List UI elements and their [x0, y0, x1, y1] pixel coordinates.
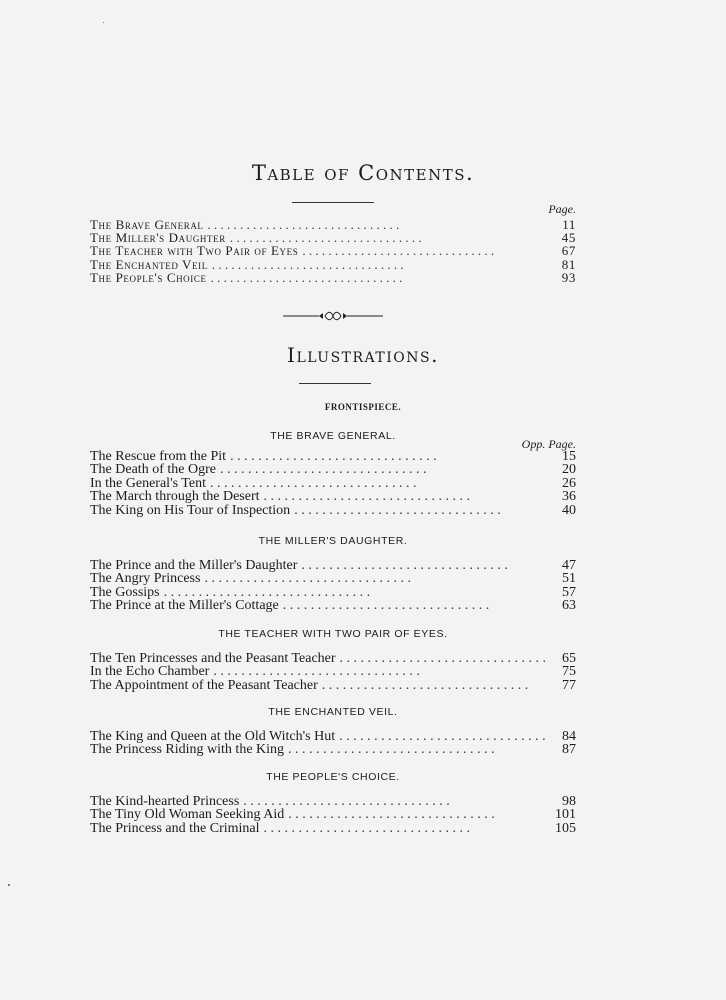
entry-title: The Rescue from the Pit	[90, 449, 227, 464]
illustration-section-heading: THE PEOPLE'S CHOICE.	[266, 771, 400, 783]
illustration-section-heading: THE TEACHER WITH TWO PAIR OF EYES.	[218, 628, 448, 640]
illustrations-title-rule	[299, 383, 371, 384]
toc-title: Table of Contents.	[251, 161, 475, 185]
leader-dots: . . . . . . . . . . . . . . . . . . . . . . . . . . . . . .	[209, 475, 417, 491]
frontispiece-label: FRONTISPIECE.	[324, 402, 402, 412]
illustration-entry	[90, 504, 576, 519]
entry-page-number: 51	[562, 571, 576, 587]
entry-page-number: 36	[562, 489, 576, 505]
entry-title: The Miller's Daughter	[90, 230, 226, 245]
entry-title: The Gossips	[90, 584, 160, 600]
entry-page-number: 15	[562, 449, 576, 464]
entry-title: The Prince and the Miller's Daughter	[90, 558, 298, 573]
entry-page-number: 105	[555, 820, 576, 836]
leader-dots: . . . . . . . . . . . . . . . . . . . . . . . . . . . . . .	[301, 558, 508, 573]
entry-page-number: 57	[562, 584, 576, 600]
toc-entry	[90, 271, 576, 286]
entry-title: The Angry Princess	[90, 571, 201, 587]
entry-page-number: 87	[562, 742, 576, 758]
entry-title: The Ten Princesses and the Peasant Teacher	[90, 651, 336, 666]
ornament-divider-icon	[283, 309, 383, 323]
entry-page-number: 40	[562, 502, 576, 518]
entry-page-number: 93	[561, 270, 576, 285]
entry-title: The Kind-hearted Princess	[90, 794, 240, 809]
entry-page-number: 45	[561, 230, 576, 245]
entry-title: The Tiny Old Woman Seeking Aid	[90, 807, 285, 823]
leader-dots: . . . . . . . . . . . . . . . . . . . . . . . . . . . . . .	[288, 807, 495, 823]
illustration-section-heading: THE ENCHANTED VEIL.	[268, 706, 398, 718]
leader-dots: . . . . . . . . . . . . . . . . . . . . . . . . . . . . . .	[213, 664, 420, 680]
page-speck	[103, 22, 104, 23]
leader-dots: . . . . . . . . . . . . . . . . . . . . . . . . . . . . . .	[229, 230, 422, 245]
toc-title-rule	[292, 202, 374, 203]
entry-page-number: 65	[562, 651, 576, 666]
illustration-entry	[90, 743, 576, 758]
leader-dots: . . . . . . . . . . . . . . . . . . . . . . . . . . . . . .	[294, 502, 501, 518]
entry-title: The Appointment of the Peasant Teacher	[90, 677, 318, 693]
entry-title: The Brave General	[90, 217, 204, 232]
entry-title: The Teacher with Two Pair of Eyes	[90, 243, 299, 258]
entry-title: The Death of the Ogre	[90, 462, 216, 478]
entry-page-number: 26	[562, 475, 576, 491]
illustration-entry	[90, 599, 576, 614]
leader-dots: . . . . . . . . . . . . . . . . . . . . . . . . . . . . . .	[210, 270, 403, 285]
illustration-section-heading: THE MILLER'S DAUGHTER.	[258, 535, 408, 547]
leader-dots: . . . . . . . . . . . . . . . . . . . . . . . . . . . . . .	[263, 820, 471, 836]
illustrations-title: Illustrations.	[287, 343, 439, 367]
leader-dots: . . . . . . . . . . . . . . . . . . . . . . . . . . . . . .	[207, 217, 400, 232]
leader-dots: . . . . . . . . . . . . . . . . . . . . . . . . . . . . . .	[282, 598, 490, 614]
entry-page-number: 98	[562, 794, 576, 809]
entry-page-number: 101	[555, 807, 576, 823]
leader-dots: . . . . . . . . . . . . . . . . . . . . . . . . . . . . . .	[219, 462, 427, 478]
entry-title: The March through the Desert	[90, 489, 260, 505]
entry-page-number: 77	[562, 677, 576, 693]
entry-page-number: 84	[562, 729, 576, 744]
leader-dots: . . . . . . . . . . . . . . . . . . . . . . . . . . . . . .	[163, 584, 371, 600]
entry-title: In the General's Tent	[90, 475, 206, 491]
leader-dots: . . . . . . . . . . . . . . . . . . . . . . . . . . . . . .	[230, 449, 437, 464]
entry-page-number: 81	[561, 257, 576, 272]
entry-title: The Prince at the Miller's Cottage	[90, 598, 279, 614]
toc-page-header: Page.	[548, 202, 576, 216]
illustration-entry	[90, 679, 576, 694]
entry-title: The King and Queen at the Old Witch's Hut	[90, 729, 336, 744]
entry-page-number: 11	[562, 217, 576, 232]
leader-dots: . . . . . . . . . . . . . . . . . . . . . . . . . . . . . .	[339, 729, 546, 744]
entry-title: In the Echo Chamber	[90, 664, 210, 680]
leader-dots: . . . . . . . . . . . . . . . . . . . . . . . . . . . . . .	[204, 571, 411, 587]
leader-dots: . . . . . . . . . . . . . . . . . . . . . . . . . . . . . .	[211, 257, 404, 272]
entry-title: The Princess and the Criminal	[90, 820, 260, 836]
entry-page-number: 47	[562, 558, 576, 573]
leader-dots: . . . . . . . . . . . . . . . . . . . . . . . . . . . . . .	[339, 651, 547, 666]
illustrations-page-header: Opp. Page.	[521, 437, 576, 451]
entry-page-number: 63	[562, 598, 576, 614]
leader-dots: . . . . . . . . . . . . . . . . . . . . . . . . . . . . . .	[302, 243, 495, 258]
entry-title: The People's Choice	[90, 270, 207, 285]
entry-page-number: 75	[562, 664, 576, 680]
entry-page-number: 67	[561, 243, 576, 258]
entry-title: The King on His Tour of Inspection	[90, 502, 291, 518]
page-speck	[8, 884, 10, 886]
entry-page-number: 20	[562, 462, 576, 478]
illustration-section-heading: THE BRAVE GENERAL.	[270, 430, 396, 442]
leader-dots: . . . . . . . . . . . . . . . . . . . . . . . . . . . . . .	[288, 742, 495, 758]
leader-dots: . . . . . . . . . . . . . . . . . . . . . . . . . . . . . .	[263, 489, 470, 505]
leader-dots: . . . . . . . . . . . . . . . . . . . . . . . . . . . . . .	[243, 794, 450, 809]
entry-title: The Princess Riding with the King	[90, 742, 285, 758]
illustration-entry	[90, 822, 576, 837]
entry-title: The Enchanted Veil	[90, 257, 208, 272]
leader-dots: . . . . . . . . . . . . . . . . . . . . . . . . . . . . . .	[321, 677, 529, 693]
